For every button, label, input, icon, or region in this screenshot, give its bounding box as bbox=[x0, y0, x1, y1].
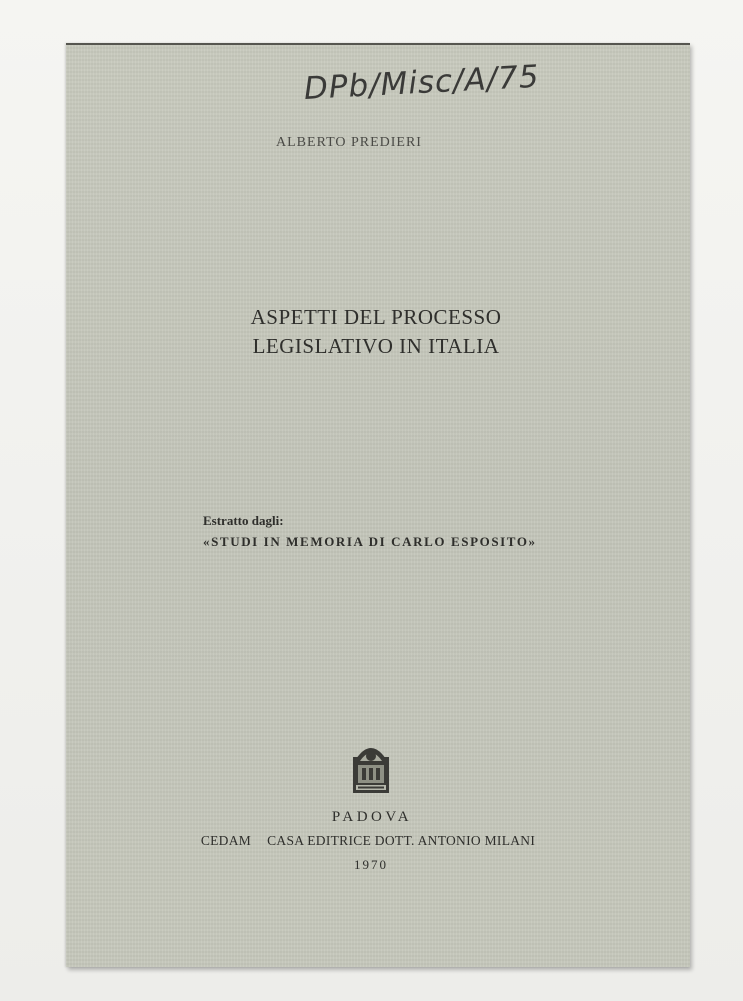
title-line-1: ASPETTI DEL PROCESSO bbox=[250, 305, 502, 329]
publisher-full: CASA EDITRICE DOTT. ANTONIO MILANI bbox=[267, 833, 536, 848]
extract-label: Estratto dagli: bbox=[203, 513, 284, 528]
author-name: ALBERTO PREDIERI bbox=[276, 135, 422, 150]
publisher-short: CEDAM bbox=[200, 833, 252, 848]
booklet-cover bbox=[66, 43, 690, 967]
publication-year: 1970 bbox=[354, 857, 388, 872]
publisher-emblem-icon bbox=[350, 737, 392, 797]
publisher-line bbox=[66, 833, 690, 849]
booklet-title bbox=[66, 303, 690, 361]
extract-note bbox=[203, 513, 537, 550]
extract-source: «STUDI IN MEMORIA DI CARLO ESPOSITO» bbox=[203, 534, 537, 549]
handwritten-shelfmark: DPb/Misc/A/75 bbox=[303, 58, 541, 107]
title-line-2: LEGISLATIVO IN ITALIA bbox=[252, 334, 500, 358]
publisher-city: PADOVA bbox=[331, 809, 413, 825]
